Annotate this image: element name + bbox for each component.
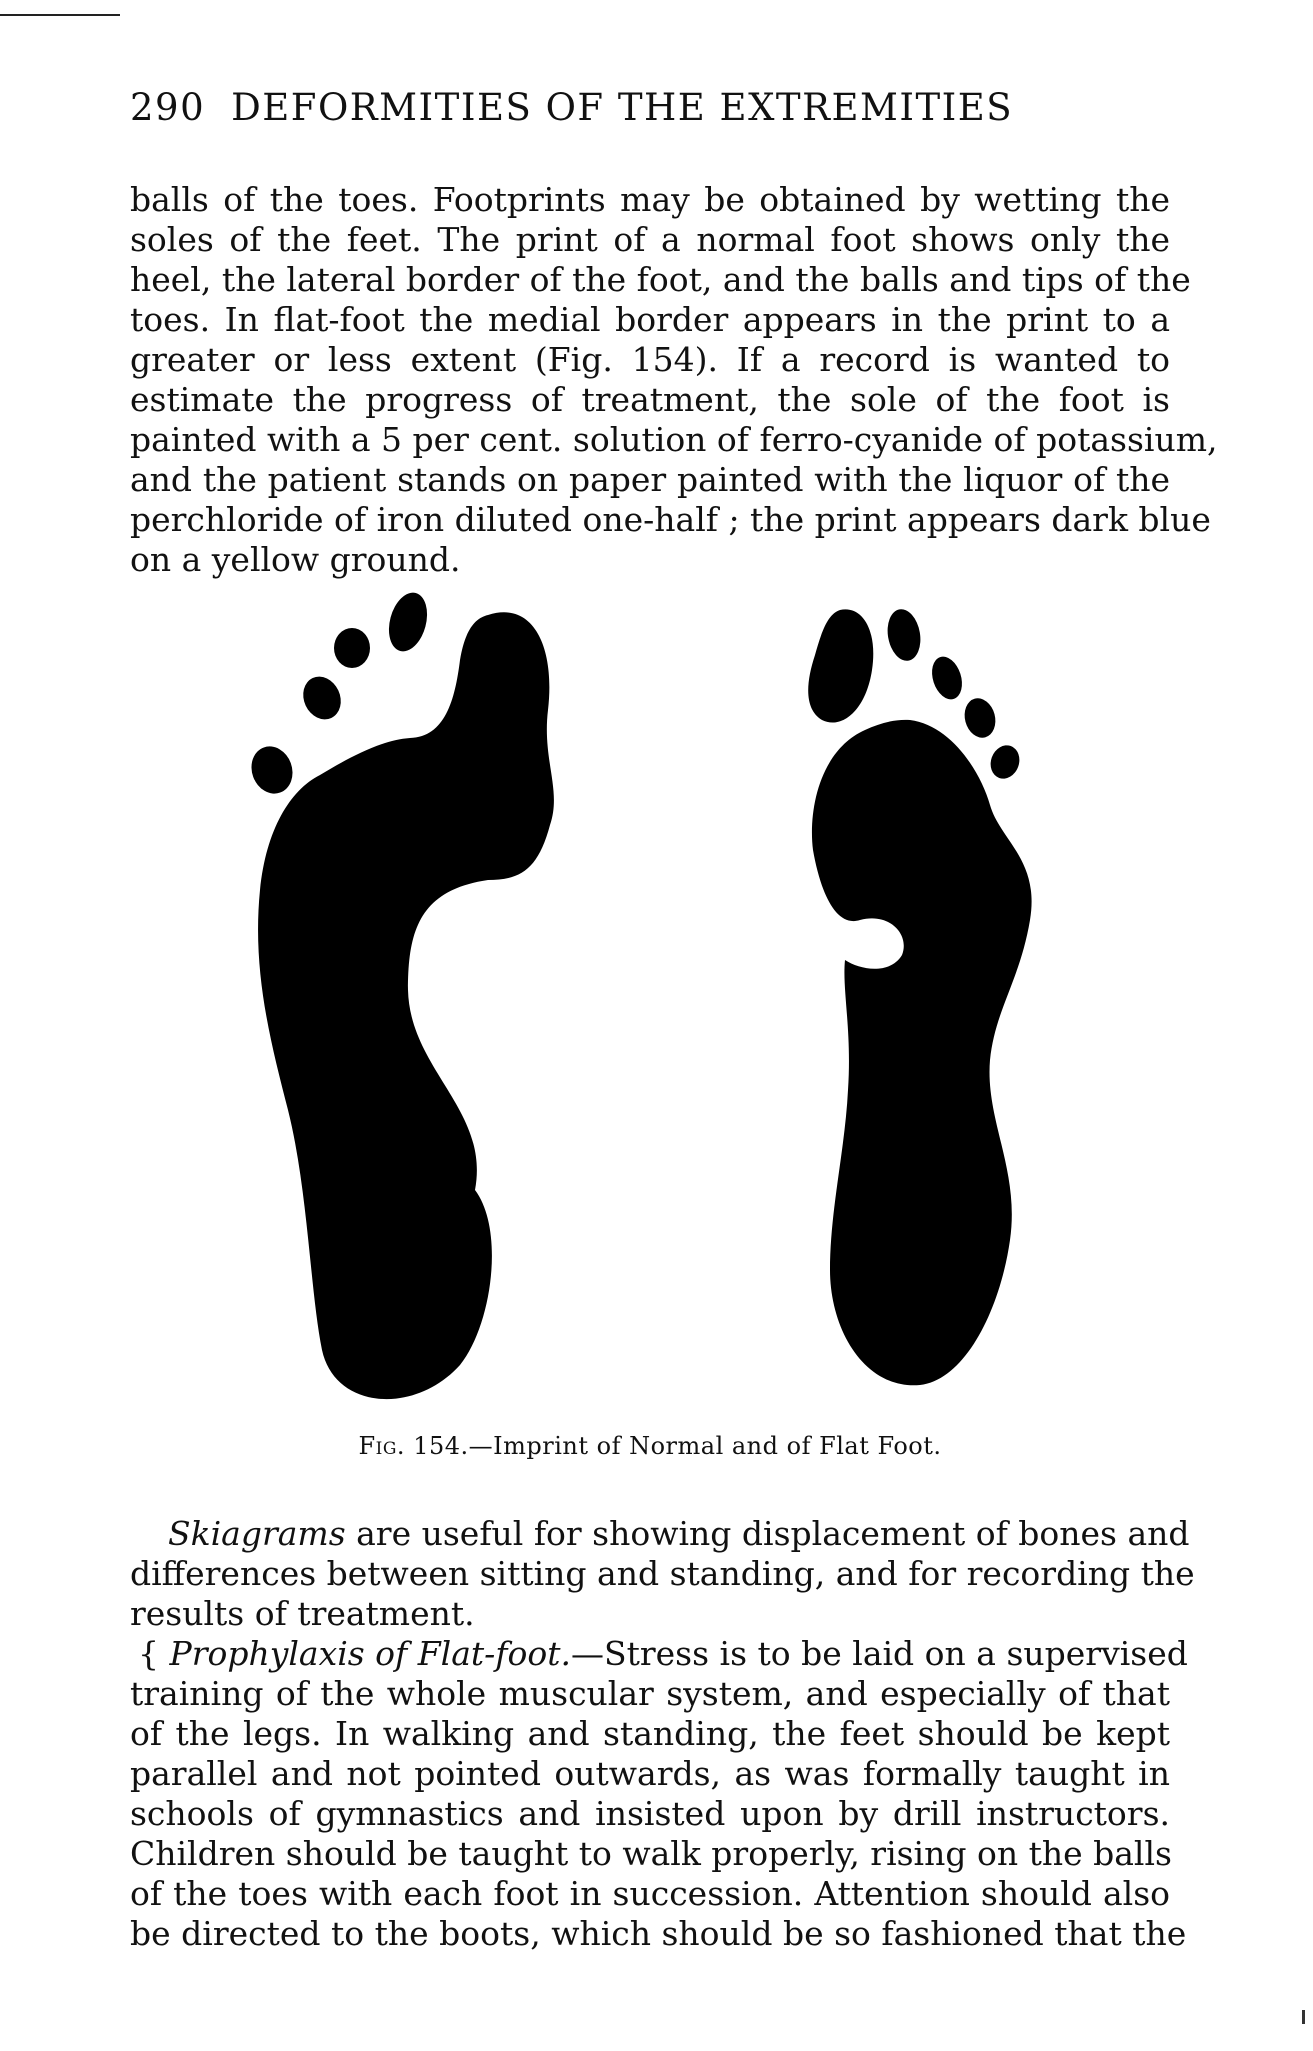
text-line: training of the whole muscular system, and especially of that (130, 1674, 1170, 1713)
italic-term: Skiagrams (168, 1514, 346, 1553)
text-line: estimate the progress of treatment, the sole of the foot is (130, 380, 1170, 419)
flat-foot-toe (986, 741, 1024, 783)
figure-caption (130, 1432, 1170, 1460)
page-number: 290 (130, 86, 206, 129)
normal-foot-toe (245, 741, 299, 800)
flat-foot-print (808, 607, 1031, 1386)
figure-caption-text: —Imprint of Normal and of Flat Foot. (468, 1432, 942, 1460)
normal-foot-toe (383, 590, 433, 656)
normal-foot-sole (258, 612, 554, 1399)
text-line: and the patient stands on paper painted with the liquor of the (130, 460, 1170, 499)
text-line: results of treatment. (130, 1594, 475, 1633)
text-line: perchloride of iron diluted one-half ; the print appears dark blue (130, 500, 1211, 539)
text-line: Children should be taught to walk properly, rising on the balls (130, 1834, 1172, 1873)
text-line: heel, the lateral border of the foot, and the balls and tips of the (130, 260, 1191, 299)
normal-foot-print (245, 590, 554, 1399)
paragraph-skiagrams-prophylaxis (130, 1514, 1195, 1954)
text-line: painted with a 5 per cent. solution of ferro-cyanide of potassium, (130, 420, 1218, 459)
paragraph-footprints (130, 180, 1218, 580)
flat-foot-toe (960, 695, 999, 741)
margin-bracket: { (138, 1634, 159, 1673)
text-line: soles of the feet. The print of a normal foot shows only the (130, 220, 1170, 259)
figure-footprints (230, 590, 1090, 1440)
figure-caption-label: Fig. 154. (358, 1432, 469, 1460)
text-line: be directed to the boots, which should be so fashioned that the (130, 1914, 1187, 1953)
flat-foot-toe (808, 609, 873, 722)
text-line: toes. In flat-foot the medial border appears in the print to a (130, 300, 1170, 339)
normal-foot-toe (334, 628, 370, 668)
flat-foot-toe (884, 607, 925, 664)
margin-mark (1302, 2010, 1305, 2024)
text-line (130, 1514, 1190, 1554)
text-line: parallel and not pointed outwards, as was formally taught in (130, 1754, 1170, 1793)
text-line: of the toes with each foot in succession. Attention should also (130, 1874, 1170, 1913)
text-line: balls of the toes. Footprints may be obtained by wetting the (130, 180, 1170, 219)
text-line: differences between sitting and standing, and for recording the (130, 1554, 1195, 1593)
text-fragment: —Stress is to be laid on a supervised (571, 1634, 1188, 1673)
running-head (130, 86, 1170, 129)
text-line (130, 1634, 1188, 1674)
text-line: on a yellow ground. (130, 540, 461, 579)
page-header-title: DEFORMITIES OF THE EXTREMITIES (231, 86, 1014, 129)
text-line: schools of gymnastics and insisted upon by drill instructors. (130, 1794, 1170, 1833)
flat-foot-toe (927, 653, 967, 703)
top-rule (0, 14, 120, 16)
text-fragment: are useful for showing displacement of bones and (345, 1514, 1190, 1553)
normal-foot-toe (296, 670, 347, 725)
italic-heading: Prophylaxis of Flat-foot. (169, 1634, 571, 1673)
text-line: of the legs. In walking and standing, the feet should be kept (130, 1714, 1170, 1753)
flat-foot-sole (812, 720, 1032, 1385)
text-line: greater or less extent (Fig. 154). If a record is wanted to (130, 340, 1170, 379)
